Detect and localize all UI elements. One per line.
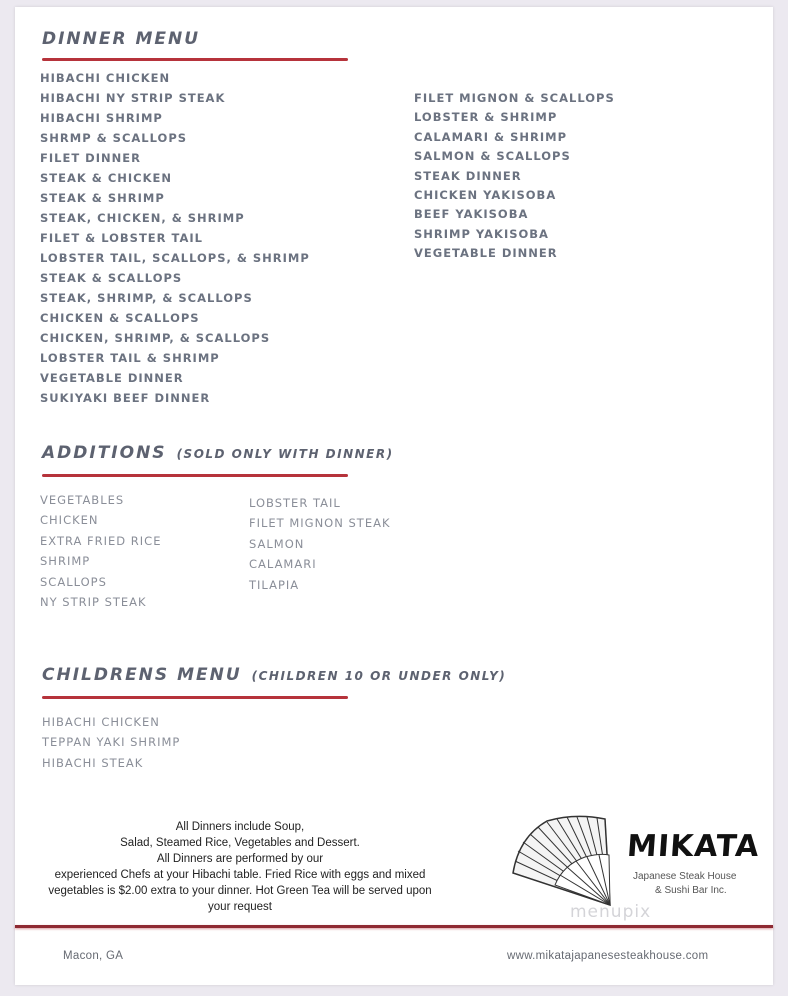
list-item: CHICKEN — [40, 513, 99, 528]
additions-divider — [42, 474, 348, 477]
childrens-list — [42, 712, 180, 773]
list-item: STEAK, SHRIMP, & SCALLOPS — [40, 291, 253, 305]
list-item: VEGETABLE DINNER — [414, 246, 558, 261]
note-line: All Dinners include Soup, — [175, 821, 305, 833]
list-item: FILET MIGNON STEAK — [249, 516, 391, 531]
menu-page — [15, 7, 773, 985]
childrens-menu-subtitle: (CHILDREN 10 OR UNDER ONLY) — [251, 669, 507, 683]
additions-left-list — [40, 490, 161, 612]
list-item: FILET & LOBSTER TAIL — [40, 231, 203, 245]
list-item: SHRIMP YAKISOBA — [414, 226, 549, 241]
list-item: TILAPIA — [249, 577, 300, 592]
note-line: Salad, Steamed Rice, Vegetables and Dessert. — [120, 837, 360, 849]
additions-right-list — [249, 493, 391, 595]
list-item: SALMON — [249, 536, 305, 551]
list-item: FILET DINNER — [40, 151, 141, 165]
list-item: SHRMP & SCALLOPS — [40, 131, 188, 145]
dinner-menu-title: DINNER MENU — [42, 29, 201, 49]
list-item: SALMON & SCALLOPS — [414, 149, 571, 164]
list-item: LOBSTER TAIL & SHRIMP — [40, 351, 220, 365]
list-item: STEAK & SCALLOPS — [40, 271, 183, 285]
list-item: SCALLOPS — [40, 574, 107, 589]
childrens-menu-heading — [42, 665, 506, 685]
list-item: SUKIYAKI BEEF DINNER — [40, 391, 211, 405]
list-item: CHICKEN & SCALLOPS — [40, 311, 200, 325]
note-line: vegetables is $2.00 extra to your dinner. Hot Green Tea will be served upon — [48, 885, 432, 897]
list-item: VEGETABLES — [40, 493, 125, 507]
additions-heading — [42, 443, 394, 463]
list-item: HIBACHI CHICKEN — [40, 71, 171, 85]
footer-location: Macon, GA — [63, 950, 124, 962]
list-item: CHICKEN, SHRIMP, & SCALLOPS — [40, 331, 271, 345]
footer-website-link[interactable]: www.mikatajapanesesteakhouse.com — [507, 950, 709, 962]
childrens-menu-title: CHILDRENS MENU — [42, 665, 242, 685]
list-item: STEAK, CHICKEN, & SHRIMP — [40, 211, 245, 225]
list-item: HIBACHI STEAK — [42, 755, 144, 770]
dinner-menu-heading — [42, 29, 200, 49]
list-item: FILET MIGNON & SCALLOPS — [414, 91, 615, 105]
dinner-left-list — [40, 68, 310, 408]
list-item: STEAK DINNER — [414, 168, 522, 183]
list-item: VEGETABLE DINNER — [40, 371, 184, 385]
brand-logo-name: MIKATA — [625, 829, 761, 864]
list-item: STEAK & SHRIMP — [40, 191, 165, 205]
list-item: LOBSTER TAIL, SCALLOPS, & SHRIMP — [40, 251, 310, 265]
note-line: experienced Chefs at your Hibachi table. Fried Rice with eggs and mixed — [54, 869, 426, 881]
list-item: CHICKEN YAKISOBA — [414, 187, 557, 202]
list-item: HIBACHI CHICKEN — [42, 715, 160, 729]
dinner-info-note — [30, 819, 450, 915]
additions-title: ADDITIONS — [42, 443, 167, 463]
dinner-menu-divider — [42, 58, 348, 61]
additions-subtitle: (SOLD ONLY WITH DINNER) — [176, 447, 394, 461]
childrens-menu-divider — [42, 696, 348, 699]
note-line: your request — [208, 901, 272, 913]
list-item: HIBACHI SHRIMP — [40, 111, 163, 125]
list-item: HIBACHI NY STRIP STEAK — [40, 91, 226, 105]
watermark: menupix — [570, 902, 652, 922]
list-item: NY STRIP STEAK — [40, 594, 147, 609]
list-item: SHRIMP — [40, 554, 91, 569]
list-item: CALAMARI & SHRIMP — [414, 129, 567, 144]
list-item: LOBSTER TAIL — [249, 496, 341, 510]
list-item: EXTRA FRIED RICE — [40, 533, 162, 548]
list-item: CALAMARI — [249, 557, 317, 572]
list-item: TEPPAN YAKI SHRIMP — [42, 735, 181, 750]
list-item: BEEF YAKISOBA — [414, 207, 529, 222]
dinner-right-list — [414, 88, 615, 263]
folding-fan-icon — [505, 815, 630, 910]
brand-tagline-line1: Japanese Steak House — [633, 871, 737, 882]
footer-divider — [15, 925, 773, 928]
list-item: STEAK & CHICKEN — [40, 171, 173, 185]
note-line: All Dinners are performed by our — [156, 853, 324, 865]
brand-tagline-line2: & Sushi Bar Inc. — [655, 885, 727, 896]
list-item: LOBSTER & SHRIMP — [414, 110, 558, 125]
